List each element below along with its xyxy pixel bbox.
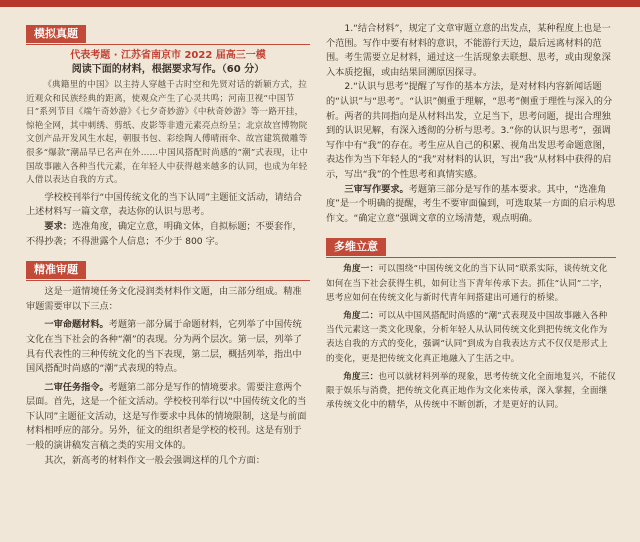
angle-item-2 <box>326 309 616 366</box>
angle-3-text: 也可以就材料列举的现象，思考传统文化全面地复兴，不能仅限于娱乐与消费，把传统文化真正地作为文化来传承，深入掌握，全面继承传统文化中的精华，从传统中不断创新，才是更好的认同。 <box>326 371 616 411</box>
analysis-intro: 这是一道情境任务文化浸润类材料作文题，由三部分组成。精准审题需要审以下三点： <box>26 286 302 312</box>
left-column <box>26 22 310 468</box>
angle-3-label: 角度三： <box>343 371 379 382</box>
exam-material: 《典籍里的中国》以主持人穿越千古时空和先贤对话的新颖方式，拉近观众和民族经典的距离，使观众产生了心灵共鸣；河南卫视“中国节日”系列节目《端午奇妙游》《七夕奇妙游》《中秋奇妙游》等一路开挂，惊艳全网，其中刺绣、剪纸、皮影等非遗元素亮点纷呈；北京故宫博物院文创产品开发风生水起，朝服书包、彩绘陶人傅晴雨伞、故宫建筑微雕等很多“爆款”潮品早已名声在外……中国风搭配时尚感的“潮”式表现，让中国故事融入各种当代元素，在年轻人中获得越来越多的认同，也成为年轻人借以表达自我的方式。 <box>26 80 309 186</box>
part3-text: 考题第三部分是写作的基本要求。其中，“选准角度”是一个明确的提醒，考生不要审面偏到，可选取某一方面的启示构思作文。“确定立意”强调文章的立场清楚，观点明确。 <box>326 183 616 224</box>
section-header-angles: 多维立意 <box>326 238 386 256</box>
part3-label: 三审写作要求。 <box>344 183 409 195</box>
angle-item-1 <box>326 262 616 305</box>
requirements-text: 选准角度，确定立意，明确文体，自拟标题；不要套作，不得抄袭；不得泄露个人信息；不少于 800 字。 <box>26 220 302 247</box>
part1-label: 一审命题材料。 <box>44 319 109 331</box>
section-divider <box>26 280 310 281</box>
section-header-analysis: 精准审题 <box>26 261 86 279</box>
analysis-part3 <box>326 183 616 227</box>
section-divider <box>326 257 616 258</box>
part2-label: 二审任务指令。 <box>44 381 109 393</box>
exam-requirements <box>26 220 310 249</box>
top-accent-bar <box>0 0 640 7</box>
angle-2-label: 角度二： <box>343 310 379 321</box>
part1-text: 考题第一部分属于命题材料，它列举了中国传统文化在当下社会的各种“潮”的表现。分为两个层次。第一层，列举了具有代表性的三种传统文化的当下表现，第二层，概括列举，指出中国风搭配时尚感的“潮”式表现的特点。 <box>26 319 302 375</box>
analysis-part2 <box>26 381 310 454</box>
exam-source: 代表考题 · 江苏省南京市 2022 届高三一模 <box>70 50 266 61</box>
right-column <box>326 22 616 412</box>
analysis-part1 <box>26 318 310 376</box>
analysis-point-1: 1.“结合材料”，规定了文章审题立意的出发点，某种程度上也是一个范围。写作中要有材料的意识，不能游行天边，最后远离材料的范围。考生需要立足材料，通过这一生活现象去联想、思考，或由现象深入本质挖掘，或由结果回溯原因探寻。 <box>326 23 611 78</box>
angle-1-text: 可以围绕“中国传统文化的当下认同”联系实际，谈传统文化如何在当下社会获得生机，如何让当下青年传承下去。抓住“认同”二字，思考应如何在传统文化与新时代青年间搭建出可通行的桥梁。 <box>326 264 608 303</box>
angle-2-text: 可以从中国风搭配时尚感的“潮”式表现及中国故事融入各种当代元素这一类文化现象，分析年轻人从认同传统文化到把传统文化作为表达自我的方式的变化，强调“认同”到成为自我表达方式不仅仅是形式上的变化，更是把传统文化真正地融入了生活之中。 <box>326 310 608 364</box>
part2-text: 考题第二部分是写作的情境要求。需要注意两个层面。首先，这是一个征文活动。学校校刊举行以“中国传统文化的当下认同”主题征文活动，这是写作要求中具体的情境限制，这是与前面材料相呼应的部分。另外，征文的组织者是学校的校刊。这是有别于一般的演讲稿发言稿之类的实用文体的。 <box>26 381 307 452</box>
exam-prompt: 阅读下面的材料，根据要求写作。（60 分） <box>71 64 265 75</box>
section-divider <box>26 44 310 45</box>
angle-item-3 <box>326 370 616 413</box>
section-header-mock-exam: 模拟真题 <box>26 25 86 43</box>
analysis-point-2: 2.“认识与思考”提醒了写作的基本方法，是对材料内容新闻话题的“认识”与“思考”。“认识”侧重于理解，“思考”侧重于理性与深入的分析。两者的共同指向是从材料出发，立足当下，思考问题，提出合理独到的认识见解，有深入透彻的分析与思考。3.“你的认识与思考”，强调写作中有“我”的存在。考生应从自己的积累、视角出发思考命题意图，表达作为当下年轻人的“我”对材料的认识，写出“我”从材料中获得的启示，写出“我”的个性思考和真情实感。 <box>326 81 613 180</box>
exam-task: 学校校刊举行“中国传统文化的当下认同”主题征文活动，请结合上述材料写一篇文章，表达你的认识与思考。 <box>26 191 302 218</box>
analysis-part3-intro: 其次，新高考的材料作文一般会强调这样的几个方面： <box>44 454 265 466</box>
angle-1-label: 角度一： <box>343 264 379 275</box>
requirements-label: 要求： <box>44 220 72 232</box>
